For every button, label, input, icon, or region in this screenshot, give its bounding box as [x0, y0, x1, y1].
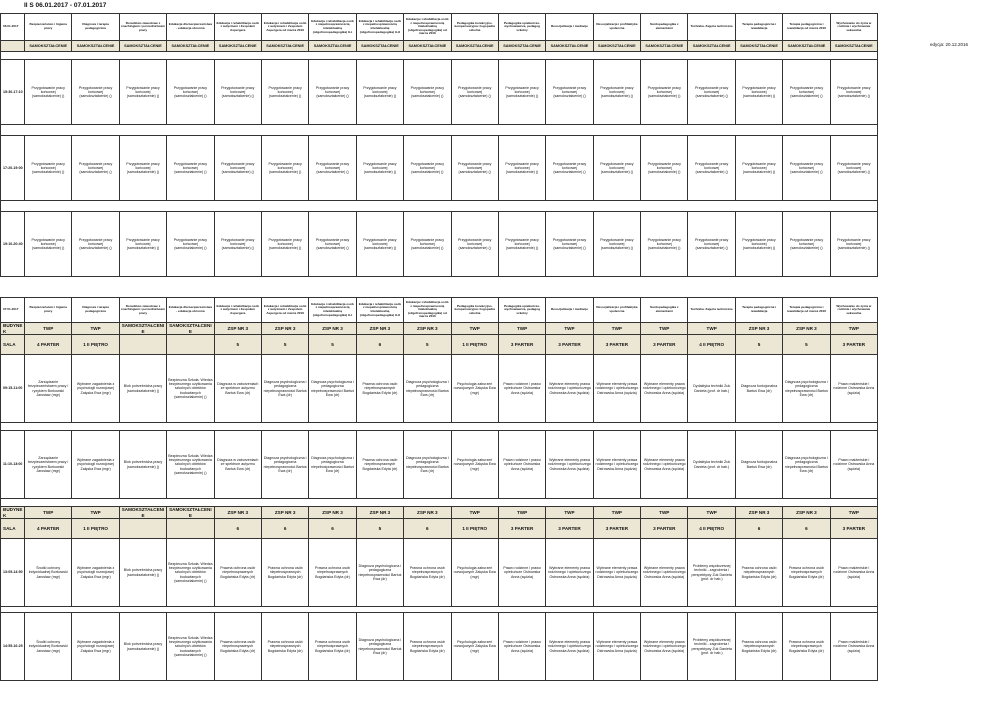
class-cell: Przygotowanie pracy końcowej (samokształcenie) () [735, 60, 782, 125]
spacer-cell [1, 201, 878, 212]
time-slot-row-label: 17:20-19:00 [1, 136, 25, 201]
class-cell: Bezpieczna Szkoła. Wiedza bezpiecznego użytkowania szkolnych obiektów budowlanych (samokształcenie) () [167, 539, 214, 607]
mode-cell: SAMOKSZTAŁCENIE [167, 41, 214, 52]
class-cell: Przygotowanie pracy końcowej (samokształcenie) () [72, 60, 119, 125]
room-cell: 3 PARTER [641, 335, 688, 355]
class-cell: Wybrane elementy prawa rodzinnego i opiekuńczego Ostrowska Anna (sędzia) [641, 431, 688, 499]
building-cell: TWP [498, 323, 545, 335]
spacer-row [1, 499, 878, 507]
schedule-title: II S 06.01.2017 - 07.01.2017 [24, 2, 107, 9]
room-cell: 1 II PIĘTRO [451, 519, 498, 539]
class-cell: Przygotowanie pracy końcowej (samokształcenie) () [404, 136, 451, 201]
building-cell: TWP [72, 323, 119, 335]
class-cell: Psychologia zaburzeń rozwojowych Zalęska Ewa (mgr) [451, 539, 498, 607]
edit-date-note: edycja: 20.12.2016 [930, 42, 969, 47]
class-cell: Przygotowanie pracy końcowej (samokształcenie) () [214, 136, 261, 201]
column-header: Doradztwo zawodowe z coachingiem i pośrednictwem pracy [119, 14, 166, 41]
spacer-cell [1, 125, 878, 136]
column-header: Terapia pedagogiczna i rewalidacja [735, 14, 782, 41]
column-header: Edukacja i rehabilitacja osób z autyzmem i Zespołem Aspergera od marca 2016 [261, 298, 308, 323]
class-cell: Przygotowanie pracy końcowej (samokształcenie) () [783, 60, 830, 125]
header-row-label: 07.01.2017 [1, 298, 25, 323]
time-slot-row [1, 355, 878, 423]
time-slot-row-label: 15:30-17:10 [1, 60, 25, 125]
class-cell: Przygotowanie pracy końcowej (samokształcenie) () [119, 136, 166, 201]
building-cell: TWP [593, 507, 640, 519]
room-cell: 6 [261, 519, 308, 539]
mode-cell: SAMOKSZTAŁCENIE [641, 41, 688, 52]
mode-row-label [1, 41, 25, 52]
building-cell: ZSP NR 3 [261, 507, 308, 519]
column-header: Pedagogika korekcyjno-kompensacyjna i logopedia szkolna [451, 14, 498, 41]
class-cell: Prawo rodzinne i prawo opiekuńcze Ostrowska Anna (sędzia) [498, 355, 545, 423]
class-cell: Wybrane zagadnienia z psychologii rozwojowej Zalęska Ewa (mgr) [72, 613, 119, 681]
spacer-cell [1, 423, 878, 431]
class-cell: Diagnoza psychologiczna i pedagogiczna niepełnosprawności Bartuś Ewa (dr) [309, 431, 356, 499]
class-cell: Wybrane zagadnienia z psychologii rozwojowej Zalęska Ewa (mgr) [72, 355, 119, 423]
building-cell: ZSP NR 3 [783, 323, 830, 335]
room-cell: 6 [356, 335, 403, 355]
class-cell: Prawna ochrona osób niepełnosprawnych Bogdańska Edyta (dr) [783, 613, 830, 681]
class-cell: Dydaktyka techniki Żuk Danieta (prof. dr hab.) [688, 431, 735, 499]
building-cell: ZSP NR 3 [214, 507, 261, 519]
column-header: Doradztwo zawodowe z coachingiem i pośrednictwem pracy [119, 298, 166, 323]
class-cell: Prawo rodzinne i prawo opiekuńcze Ostrowska Anna (sędzia) [498, 613, 545, 681]
column-header: Edukacja i rehabilitacja osób z autyzmem i Zespołem Aspergera od marca 2016 [261, 14, 308, 41]
mode-cell: SAMOKSZTAŁCENIE [356, 41, 403, 52]
schedule-table-day2 [0, 297, 878, 681]
column-header: Edukacja dla bezpieczeństwa - edukacja obronna [167, 298, 214, 323]
class-cell: Psychologia zaburzeń rozwojowych Zalęska Ewa (mgr) [451, 613, 498, 681]
class-cell: Przygotowanie pracy końcowej (samokształcenie) () [498, 60, 545, 125]
class-cell: Przygotowanie pracy końcowej (samokształcenie) () [119, 60, 166, 125]
mode-cell: SAMOKSZTAŁCENIE [309, 41, 356, 52]
room-cell: 6 [309, 519, 356, 539]
class-cell: Diagnoza psychologiczna i pedagogiczna niepełnosprawności Bartuś Ewa (dr) [404, 431, 451, 499]
class-cell: Przygotowanie pracy końcowej (samokształcenie) () [261, 136, 308, 201]
room-cell: 3 PARTER [546, 519, 593, 539]
class-cell: Przygotowanie pracy końcowej (samokształcenie) () [735, 136, 782, 201]
room-cell [167, 335, 214, 355]
class-cell: Zarządzanie bezpieczeństwem pracy i ryzykiem Borkowski Jarosław (mgr) [25, 431, 72, 499]
column-header: Resocjalizacja i profilaktyka społeczna [593, 14, 640, 41]
class-cell: Prawna ochrona osób niepełnosprawnych Bogdańska Edyta (dr) [404, 613, 451, 681]
spacer-row [1, 125, 878, 136]
class-cell: Diagnoza psychologiczna i pedagogiczna niepełnosprawności Bartuś Ewa (dr) [356, 539, 403, 607]
class-cell: Diagnoza psychologiczna i pedagogiczna niepełnosprawności Bartuś Ewa (dr) [404, 355, 451, 423]
mode-cell: SAMOKSZTAŁCENIE [404, 41, 451, 52]
column-header: Pedagogika korekcyjno-kompensacyjna i logopedia szkolna [451, 298, 498, 323]
class-cell: Prawna ochrona osób niepełnosprawnych Bogdańska Edyta (dr) [356, 355, 403, 423]
class-cell: Przygotowanie pracy końcowej (samokształcenie) () [593, 136, 640, 201]
class-cell: Prawna ochrona osób niepełnosprawnych Bogdańska Edyta (dr) [309, 613, 356, 681]
room-cell [167, 519, 214, 539]
class-cell: Wybrane elementy prawa rodzinnego i opiekuńczego Ostrowska Anna (sędzia) [546, 431, 593, 499]
class-cell: Bezpieczna Szkoła. Wiedza bezpiecznego użytkowania szkolnych obiektów budowlanych (samokształcenie) () [167, 355, 214, 423]
class-cell: Przygotowanie pracy końcowej (samokształcenie) () [25, 136, 72, 201]
room-cell: 3 PARTER [498, 335, 545, 355]
class-cell: Przygotowanie pracy końcowej (samokształcenie) () [830, 212, 877, 277]
mode-cell: SAMOKSZTAŁCENIE [119, 41, 166, 52]
mode-cell: SAMOKSZTAŁCENIE [451, 41, 498, 52]
class-cell: Psychologia zaburzeń rozwojowych Zalęska Ewa (mgr) [451, 431, 498, 499]
class-cell: Prawna ochrona osób niepełnosprawnych Bogdańska Edyta (dr) [261, 613, 308, 681]
room-cell: 1 II PIĘTRO [451, 335, 498, 355]
class-cell: Prawna ochrona osób niepełnosprawnych Bogdańska Edyta (dr) [309, 539, 356, 607]
column-header: Edukacja i rehabilitacja osób z niepełnosprawnością intelektualną (oligofrenopedagogika) G-II [356, 298, 403, 323]
class-cell: Diagnoza psychologiczna i pedagogiczna niepełnosprawności Bartuś Ewa (dr) [356, 613, 403, 681]
room-cell: 3 PARTER [498, 519, 545, 539]
building-cell: SAMOKSZTAŁCENIE [167, 323, 214, 335]
building-cell: SAMOKSZTAŁCENIE [119, 507, 166, 519]
class-cell: Bezpieczna Szkoła. Wiedza bezpiecznego użytkowania szkolnych obiektów budowlanych (samokształcenie) () [167, 613, 214, 681]
class-cell: Przygotowanie pracy końcowej (samokształcenie) () [546, 212, 593, 277]
class-cell: Przygotowanie pracy końcowej (samokształcenie) () [167, 60, 214, 125]
building-cell: ZSP NR 3 [735, 507, 782, 519]
building-cell: TWP [498, 507, 545, 519]
header-row-label: 06.01.2017 [1, 14, 25, 41]
class-cell: Problemy współczesnej techniki - zagrożenia i perspektywy Żuk Danieta (prof. dr hab.) [688, 539, 735, 607]
class-cell: Wybrane elementy prawa rodzinnego i opiekuńczego Ostrowska Anna (sędzia) [593, 613, 640, 681]
class-cell: Wybrane elementy prawa rodzinnego i opiekuńczego Ostrowska Anna (sędzia) [641, 355, 688, 423]
mode-cell: SAMOKSZTAŁCENIE [25, 41, 72, 52]
class-cell: Przygotowanie pracy końcowej (samokształcenie) () [451, 60, 498, 125]
class-cell: Przygotowanie pracy końcowej (samokształcenie) () [641, 60, 688, 125]
room-cell: 5 [735, 335, 782, 355]
class-cell: Prawna ochrona osób niepełnosprawnych Bogdańska Edyta (dr) [214, 539, 261, 607]
time-slot-row-label: 13:05-14:50 [1, 539, 25, 607]
building-cell: TWP [830, 507, 877, 519]
column-header: Diagnoza i terapia pedagogiczna [72, 14, 119, 41]
spacer-row [1, 423, 878, 431]
column-header: Resocjalizacja i mediacje [546, 298, 593, 323]
class-cell: Diagnoza w zaburzeniach ze spektrum autyzmu Bartuś Ewa (dr) [214, 431, 261, 499]
room-cell: 6 [783, 519, 830, 539]
class-cell: Przygotowanie pracy końcowej (samokształcenie) () [356, 212, 403, 277]
class-cell: Przygotowanie pracy końcowej (samokształcenie) () [546, 136, 593, 201]
class-cell: Prawo rodzinne i prawo opiekuńcze Ostrowska Anna (sędzia) [498, 539, 545, 607]
class-cell: Prawna ochrona osób niepełnosprawnych Bogdańska Edyta (dr) [783, 539, 830, 607]
class-cell: Przygotowanie pracy końcowej (samokształcenie) () [119, 212, 166, 277]
class-cell: Przygotowanie pracy końcowej (samokształcenie) () [261, 212, 308, 277]
class-cell: Wybrane elementy prawa rodzinnego i opiekuńczego Ostrowska Anna (sędzia) [641, 539, 688, 607]
class-cell: Przygotowanie pracy końcowej (samokształcenie) () [404, 60, 451, 125]
building-row [1, 323, 878, 335]
building-cell: ZSP NR 3 [309, 323, 356, 335]
class-cell: Psychologia zaburzeń rozwojowych Zalęska Ewa (mgr) [451, 355, 498, 423]
class-cell: Diagnoza psychologiczna i pedagogiczna niepełnosprawności Bartuś Ewa (dr) [261, 431, 308, 499]
room-cell [119, 335, 166, 355]
building-cell: ZSP NR 3 [261, 323, 308, 335]
column-header: Wychowanie do życia w rodzinie i wychowanie seksualne [830, 298, 877, 323]
class-cell: Przygotowanie pracy końcowej (samokształcenie) () [404, 212, 451, 277]
time-slot-row-label: 14:55-16:25 [1, 613, 25, 681]
class-cell: Prawo małżeńskie i rodzinne Ostrowska Anna (sędzia) [830, 613, 877, 681]
building-cell: TWP [25, 323, 72, 335]
building-cell: ZSP NR 3 [356, 323, 403, 335]
class-cell: Środki ochrony indywidualnej Borkowski Jarosław (mgr) [25, 613, 72, 681]
column-header: Pedagogika opiekuńczo-wychowawcza, pedagog szkolny [498, 298, 545, 323]
class-cell: Problemy współczesnej techniki - zagrożenia i perspektywy Żuk Danieta (prof. dr hab.) [688, 613, 735, 681]
room-cell: 6 [735, 519, 782, 539]
class-cell: Prawo małżeńskie i rodzinne Ostrowska Anna (sędzia) [830, 355, 877, 423]
mode-cell: SAMOKSZTAŁCENIE [783, 41, 830, 52]
building-cell: TWP [688, 323, 735, 335]
column-header: Edukacja i rehabilitacja osób z niepełnosprawnością intelektualną (oligofrenopedagogika) od marca 2016 [404, 298, 451, 323]
building-cell: ZSP NR 3 [404, 323, 451, 335]
column-header: Edukacja i rehabilitacja osób z niepełnosprawnością intelektualną (oligofrenopedagogika) G-I [309, 298, 356, 323]
class-cell: Przygotowanie pracy końcowej (samokształcenie) () [451, 212, 498, 277]
schedule-table-day1 [0, 13, 878, 277]
time-slot-row [1, 60, 878, 125]
class-cell: Przygotowanie pracy końcowej (samokształcenie) () [593, 60, 640, 125]
building-cell: TWP [451, 507, 498, 519]
class-cell: Wybrane zagadnienia z psychologii rozwojowej Zalęska Ewa (mgr) [72, 431, 119, 499]
building-row-label: BUDYNEK [1, 507, 25, 519]
class-cell: Prawna ochrona osób niepełnosprawnych Bogdańska Edyta (dr) [735, 613, 782, 681]
column-header: Edukacja i rehabilitacja osób z autyzmem i Zespołem Aspergera [214, 298, 261, 323]
room-row [1, 519, 878, 539]
room-cell: 3 PARTER [830, 335, 877, 355]
class-cell: Wybrane elementy prawa rodzinnego i opiekuńczego Ostrowska Anna (sędzia) [546, 539, 593, 607]
class-cell: Przygotowanie pracy końcowej (samokształcenie) () [72, 136, 119, 201]
class-cell: Diagnoza funkcjonalna Bartuś Ewa (dr) [735, 431, 782, 499]
mode-cell: SAMOKSZTAŁCENIE [214, 41, 261, 52]
spacer-cell [1, 52, 878, 60]
column-header: Edukacja i rehabilitacja osób z autyzmem i Zespołem Aspergera [214, 14, 261, 41]
room-cell: 3 PARTER [593, 519, 640, 539]
mode-cell: SAMOKSZTAŁCENIE [72, 41, 119, 52]
time-slot-row [1, 136, 878, 201]
class-cell: Diagnoza psychologiczna i pedagogiczna niepełnosprawności Bartuś Ewa (dr) [309, 355, 356, 423]
column-header: Bezpieczeństwo i higiena pracy [25, 298, 72, 323]
class-cell: Przygotowanie pracy końcowej (samokształcenie) () [309, 212, 356, 277]
class-cell: Wybrane elementy prawa rodzinnego i opiekuńczego Ostrowska Anna (sędzia) [641, 613, 688, 681]
class-cell: Diagnoza psychologiczna i pedagogiczna niepełnosprawności Bartuś Ewa (dr) [783, 431, 830, 499]
class-cell: Przygotowanie pracy końcowej (samokształcenie) () [451, 136, 498, 201]
time-slot-row [1, 613, 878, 681]
class-cell: Wybrane elementy prawa rodzinnego i opiekuńczego Ostrowska Anna (sędzia) [546, 613, 593, 681]
class-cell: Przygotowanie pracy końcowej (samokształcenie) () [167, 212, 214, 277]
mode-row [1, 41, 878, 52]
class-cell: Dydaktyka techniki Żuk Danieta (prof. dr hab.) [688, 355, 735, 423]
column-header: Pedagogika opiekuńczo-wychowawcza, pedagog szkolny [498, 14, 545, 41]
class-cell: Zarządzanie bezpieczeństwem pracy i ryzykiem Borkowski Jarosław (mgr) [25, 355, 72, 423]
building-cell: TWP [688, 507, 735, 519]
class-cell: Przygotowanie pracy końcowej (samokształcenie) () [641, 212, 688, 277]
room-cell: 3 PARTER [546, 335, 593, 355]
room-cell: 5 [404, 335, 451, 355]
class-cell: Przygotowanie pracy końcowej (samokształcenie) () [735, 212, 782, 277]
class-cell: Wybrane elementy prawa rodzinnego i opiekuńczego Ostrowska Anna (sędzia) [546, 355, 593, 423]
building-cell: ZSP NR 3 [735, 323, 782, 335]
room-row-label: SALA [1, 519, 25, 539]
time-slot-row-label: 19:10-20:40 [1, 212, 25, 277]
class-cell: Diagnoza psychologiczna i pedagogiczna niepełnosprawności Bartuś Ewa (dr) [261, 355, 308, 423]
class-cell: Przygotowanie pracy końcowej (samokształcenie) () [25, 60, 72, 125]
class-cell: Wybrane zagadnienia z psychologii rozwojowej Zalęska Ewa (mgr) [72, 539, 119, 607]
class-cell: Przygotowanie pracy końcowej (samokształcenie) () [546, 60, 593, 125]
header-row [1, 298, 878, 323]
building-cell: TWP [72, 507, 119, 519]
spacer-cell [1, 499, 878, 507]
class-cell: Przygotowanie pracy końcowej (samokształcenie) () [25, 212, 72, 277]
mode-cell: SAMOKSZTAŁCENIE [498, 41, 545, 52]
column-header: Edukacja i rehabilitacja osób z niepełnosprawnością intelektualną (oligofrenopedagogika) G-I [309, 14, 356, 41]
mode-cell: SAMOKSZTAŁCENIE [735, 41, 782, 52]
room-cell: 6 [404, 519, 451, 539]
spacer-row [1, 201, 878, 212]
class-cell: Prawna ochrona osób niepełnosprawnych Bogdańska Edyta (dr) [356, 431, 403, 499]
building-cell: TWP [641, 507, 688, 519]
column-header: Edukacja i rehabilitacja osób z niepełnosprawnością intelektualną (oligofrenopedagogika) od marca 2016 [404, 14, 451, 41]
class-cell: Blok potrzebnicha pracy (samokształcenie) () [119, 539, 166, 607]
class-cell: Przygotowanie pracy końcowej (samokształcenie) () [688, 60, 735, 125]
room-cell: 5 [356, 519, 403, 539]
class-cell: Przygotowanie pracy końcowej (samokształcenie) () [830, 136, 877, 201]
mode-cell: SAMOKSZTAŁCENIE [830, 41, 877, 52]
room-row [1, 335, 878, 355]
header-row [1, 14, 878, 41]
building-row-label: BUDYNEK [1, 323, 25, 335]
building-row [1, 507, 878, 519]
time-slot-row-label: 11:10-13:00 [1, 431, 25, 499]
column-header: Terapia pedagogiczna i rewalidacja od marca 2016 [783, 14, 830, 41]
column-header: Diagnoza i terapia pedagogiczna [72, 298, 119, 323]
class-cell: Przygotowanie pracy końcowej (samokształcenie) () [214, 60, 261, 125]
column-header: Edukacja dla bezpieczeństwa - edukacja obronna [167, 14, 214, 41]
building-cell: TWP [451, 323, 498, 335]
time-slot-row [1, 212, 878, 277]
class-cell: Przygotowanie pracy końcowej (samokształcenie) () [688, 212, 735, 277]
class-cell: Prawna ochrona osób niepełnosprawnych Bogdańska Edyta (dr) [214, 613, 261, 681]
class-cell: Wybrane elementy prawa rodzinnego i opiekuńczego Ostrowska Anna (sędzia) [593, 431, 640, 499]
building-cell: TWP [593, 323, 640, 335]
class-cell: Wybrane elementy prawa rodzinnego i opiekuńczego Ostrowska Anna (sędzia) [593, 539, 640, 607]
column-header: Wychowanie do życia w rodzinie i wychowanie seksualne [830, 14, 877, 41]
class-cell: Przygotowanie pracy końcowej (samokształcenie) () [214, 212, 261, 277]
building-cell: ZSP NR 3 [404, 507, 451, 519]
mode-cell: SAMOKSZTAŁCENIE [546, 41, 593, 52]
class-cell: Przygotowanie pracy końcowej (samokształcenie) () [261, 60, 308, 125]
class-cell: Przygotowanie pracy końcowej (samokształcenie) () [356, 60, 403, 125]
class-cell: Prawo małżeńskie i rodzinne Ostrowska Anna (sędzia) [830, 539, 877, 607]
column-header: Bezpieczeństwo i higiena pracy [25, 14, 72, 41]
time-slot-row [1, 539, 878, 607]
class-cell: Prawo małżeńskie i rodzinne Ostrowska Anna (sędzia) [830, 431, 877, 499]
building-cell: ZSP NR 3 [214, 323, 261, 335]
class-cell: Blok potrzebnicha pracy (samokształcenie) () [119, 613, 166, 681]
class-cell: Przygotowanie pracy końcowej (samokształcenie) () [688, 136, 735, 201]
column-header: Technika. Zajęcia techniczne [688, 14, 735, 41]
building-cell: SAMOKSZTAŁCENIE [119, 323, 166, 335]
spacer-row [1, 52, 878, 60]
class-cell: Prawna ochrona osób niepełnosprawnych Bogdańska Edyta (dr) [261, 539, 308, 607]
class-cell: Przygotowanie pracy końcowej (samokształcenie) () [309, 136, 356, 201]
column-header: Resocjalizacja i profilaktyka społeczna [593, 298, 640, 323]
column-header: Technika. Zajęcia techniczne [688, 298, 735, 323]
room-cell: 3 PARTER [830, 519, 877, 539]
room-cell: 3 PARTER [641, 519, 688, 539]
class-cell: Przygotowanie pracy końcowej (samokształcenie) () [498, 136, 545, 201]
class-cell: Przygotowanie pracy końcowej (samokształcenie) () [72, 212, 119, 277]
building-cell: TWP [641, 323, 688, 335]
class-cell: Przygotowanie pracy końcowej (samokształcenie) () [167, 136, 214, 201]
class-cell: Przygotowanie pracy końcowej (samokształcenie) () [356, 136, 403, 201]
class-cell: Przygotowanie pracy końcowej (samokształcenie) () [309, 60, 356, 125]
class-cell: Blok potrzebnicha pracy (samokształcenie) () [119, 431, 166, 499]
column-header: Edukacja i rehabilitacja osób z niepełnosprawnością intelektualną (oligofrenopedagogika) G-II [356, 14, 403, 41]
room-cell: 5 [214, 335, 261, 355]
building-cell: ZSP NR 3 [309, 507, 356, 519]
room-cell: 1 II PIĘTRO [72, 335, 119, 355]
room-cell: 6 [214, 519, 261, 539]
column-header: Terapia pedagogiczna i rewalidacja od marca 2016 [783, 298, 830, 323]
room-cell: 5 [783, 335, 830, 355]
class-cell: Diagnoza w zaburzeniach ze spektrum autyzmu Bartuś Ewa (dr) [214, 355, 261, 423]
column-header: Terapia pedagogiczna i rewalidacja [735, 298, 782, 323]
class-cell: Przygotowanie pracy końcowej (samokształcenie) () [783, 212, 830, 277]
mode-cell: SAMOKSZTAŁCENIE [261, 41, 308, 52]
column-header: Surdopedagogika z elementami [641, 298, 688, 323]
class-cell: Diagnoza funkcjonalna Bartuś Ewa (dr) [735, 355, 782, 423]
room-cell: 5 [261, 335, 308, 355]
building-cell: TWP [546, 507, 593, 519]
time-slot-row-label: 09:15-11:00 [1, 355, 25, 423]
room-cell: 1 II PIĘTRO [72, 519, 119, 539]
building-cell: SAMOKSZTAŁCENIE [167, 507, 214, 519]
class-cell: Przygotowanie pracy końcowej (samokształcenie) () [830, 60, 877, 125]
room-cell: 4 II PIĘTRO [688, 335, 735, 355]
room-cell [119, 519, 166, 539]
building-cell: TWP [546, 323, 593, 335]
room-row-label: SALA [1, 335, 25, 355]
class-cell: Diagnoza psychologiczna i pedagogiczna niepełnosprawności Bartuś Ewa (dr) [783, 355, 830, 423]
class-cell: Prawo rodzinne i prawo opiekuńcze Ostrowska Anna (sędzia) [498, 431, 545, 499]
building-cell: TWP [25, 507, 72, 519]
column-header: Surdopedagogika z elementami [641, 14, 688, 41]
room-cell: 3 PARTER [593, 335, 640, 355]
class-cell: Blok potrzebnicha pracy (samokształcenie) () [119, 355, 166, 423]
room-cell: 5 [309, 335, 356, 355]
class-cell: Bezpieczna Szkoła. Wiedza bezpiecznego użytkowania szkolnych obiektów budowlanych (samokształcenie) () [167, 431, 214, 499]
class-cell: Środki ochrony indywidualnej Borkowski Jarosław (mgr) [25, 539, 72, 607]
column-header: Resocjalizacja i mediacje [546, 14, 593, 41]
class-cell: Przygotowanie pracy końcowej (samokształcenie) () [593, 212, 640, 277]
mode-cell: SAMOKSZTAŁCENIE [593, 41, 640, 52]
class-cell: Prawna ochrona osób niepełnosprawnych Bogdańska Edyta (dr) [404, 539, 451, 607]
room-cell: 4 II PIĘTRO [688, 519, 735, 539]
class-cell: Przygotowanie pracy końcowej (samokształcenie) () [783, 136, 830, 201]
mode-cell: SAMOKSZTAŁCENIE [688, 41, 735, 52]
time-slot-row [1, 431, 878, 499]
class-cell: Przygotowanie pracy końcowej (samokształcenie) () [498, 212, 545, 277]
room-cell: 4 PARTER [25, 519, 72, 539]
room-cell: 4 PARTER [25, 335, 72, 355]
class-cell: Przygotowanie pracy końcowej (samokształcenie) () [641, 136, 688, 201]
class-cell: Wybrane elementy prawa rodzinnego i opiekuńczego Ostrowska Anna (sędzia) [593, 355, 640, 423]
building-cell: ZSP NR 3 [356, 507, 403, 519]
class-cell: Prawna ochrona osób niepełnosprawnych Bogdańska Edyta (dr) [735, 539, 782, 607]
building-cell: TWP [830, 323, 877, 335]
building-cell: ZSP NR 3 [783, 507, 830, 519]
